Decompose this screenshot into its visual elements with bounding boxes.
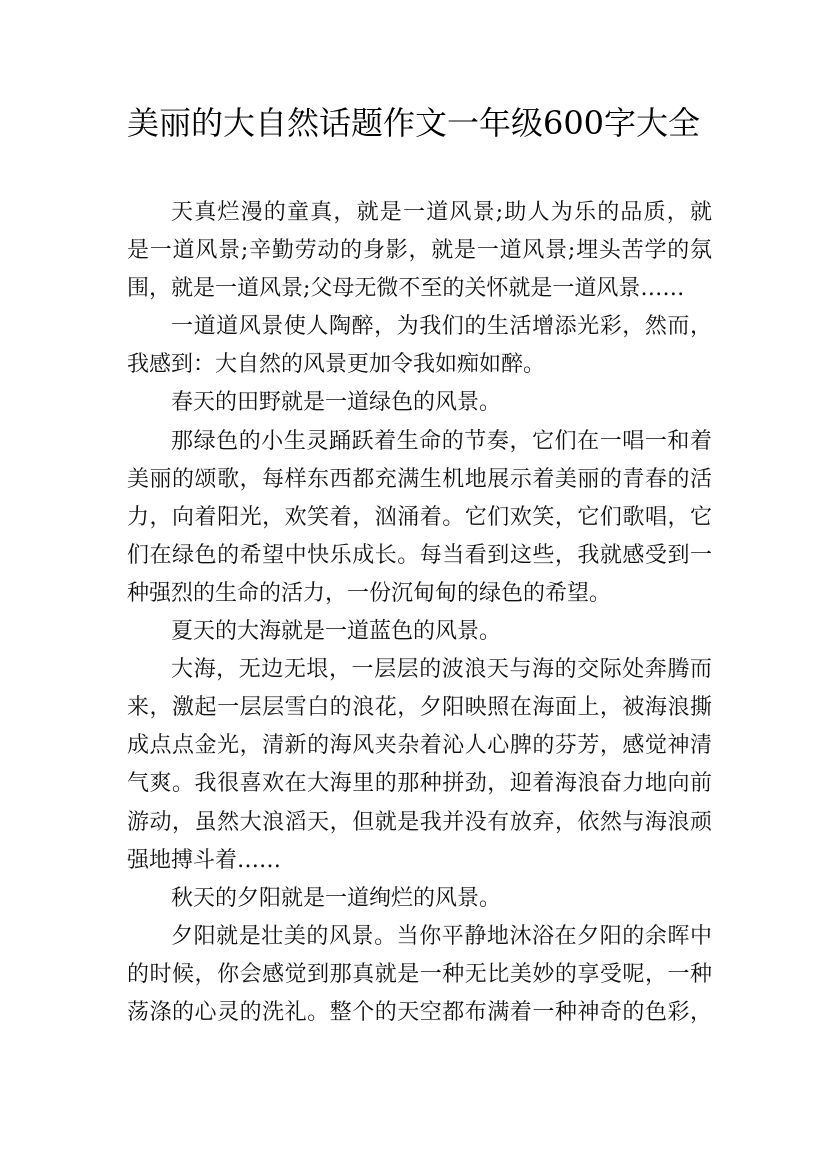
- text-line: 的时候，你会感觉到那真就是一种无比美妙的享受呢，一种: [127, 961, 712, 987]
- text-line: 围，就是一道风景;父母无微不至的关怀就是一道风景……: [127, 276, 685, 302]
- text-line: 们在绿色的希望中快乐成长。每当看到这些，我就感受到一: [127, 542, 712, 568]
- text-line: 我感到：大自然的风景更加令我如痴如醉。: [127, 352, 546, 378]
- text-line: 强地搏斗着……: [127, 847, 282, 873]
- text-line: 天真烂漫的童真，就是一道风景;助人为乐的品质，就: [171, 200, 712, 225]
- text-line: 那绿色的小生灵踊跃着生命的节奏，它们在一唱一和着: [171, 428, 712, 454]
- document-body: [127, 194, 712, 1032]
- text-line: 夏天的大海就是一道蓝色的风景。: [171, 619, 502, 645]
- text-line: 美丽的颂歌，每样东西都充满生机地展示着美丽的青春的活: [127, 466, 712, 492]
- text-line: 荡涤的心灵的洗礼。整个的天空都布满着一种神奇的色彩，: [127, 999, 712, 1025]
- text-line: 是一道风景;辛勤劳动的身影，就是一道风景;埋头苦学的氛: [127, 238, 712, 264]
- text-line: 气爽。我很喜欢在大海里的那种拼劲，迎着海浪奋力地向前: [127, 771, 712, 797]
- text-line: 游动，虽然大浪滔天，但就是我并没有放弃，依然与海浪顽: [127, 809, 712, 835]
- text-line: 秋天的夕阳就是一道绚烂的风景。: [171, 885, 502, 911]
- text-line: 夕阳就是壮美的风景。当你平静地沐浴在夕阳的余晖中: [171, 923, 712, 949]
- document-title: 美丽的大自然话题作文一年级600字大全: [126, 104, 701, 142]
- text-line: 成点点金光，清新的海风夹杂着沁人心脾的芬芳，感觉神清: [127, 733, 712, 759]
- text-line: 大海，无边无垠，一层层的波浪天与海的交际处奔腾而: [171, 657, 712, 683]
- text-line: 春天的田野就是一道绿色的风景。: [171, 390, 502, 416]
- text-line: 一道道风景使人陶醉，为我们的生活增添光彩，然而，: [171, 314, 712, 340]
- text-line: 来，激起一层层雪白的浪花，夕阳映照在海面上，被海浪撕: [127, 695, 712, 721]
- text-line: 种强烈的生命的活力，一份沉甸甸的绿色的希望。: [127, 580, 612, 606]
- text-line: 力，向着阳光，欢笑着，汹涌着。它们欢笑，它们歌唱，它: [127, 504, 712, 530]
